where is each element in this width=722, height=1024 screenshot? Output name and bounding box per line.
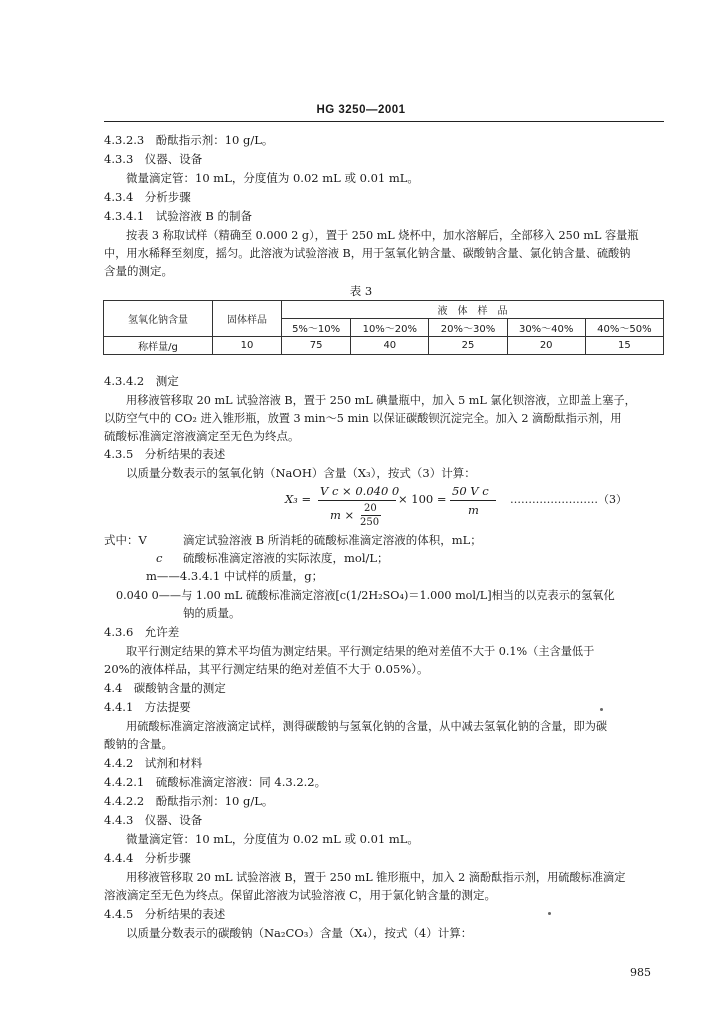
text-line: 含量的测定。	[104, 264, 173, 278]
clause-4-4-2-1: 4.4.2.1 硫酸标准滴定溶液：同 4.3.2.2。	[104, 775, 327, 789]
clause-4-4-4: 4.4.4 分析步骤	[104, 851, 191, 865]
formula-rhs-numerator: 50 V c	[452, 484, 489, 498]
text-line: 20%的液体样品，其平行测定结果的绝对差值不大于 0.05%）。	[104, 662, 429, 676]
header-rule	[104, 121, 664, 122]
clause-4-3-3: 4.3.3 仪器、设备	[104, 152, 203, 166]
where-symbol: 式中：V	[104, 533, 147, 547]
table-header-cell: 5%～10%	[282, 319, 351, 337]
formula-denominator: m ×	[330, 508, 355, 522]
text-line: 酸钠的含量。	[104, 737, 173, 751]
formula-tag: ……………………（3）	[510, 493, 627, 506]
text-line: 按表 3 称取试样（精确至 0.000 2 g），置于 250 mL 烧杯中，加水溶解后，全部移入 250 mL 容量瓶	[126, 229, 639, 242]
table-cell: 75	[282, 337, 351, 355]
formula-denominator-num: 20	[364, 503, 377, 514]
table-row-label: 称样量/g	[104, 337, 213, 355]
table-3	[103, 300, 664, 355]
table-cell: 15	[585, 337, 663, 355]
clause-4-4: 4.4 碳酸钠含量的测定	[104, 681, 226, 695]
clause-4-3-6: 4.3.6 允许差	[104, 625, 180, 639]
scan-speck	[548, 912, 551, 915]
table-header-cell: 固体样品	[213, 301, 282, 337]
table-cell: 25	[429, 337, 507, 355]
clause-4-4-5: 4.4.5 分析结果的表述	[104, 907, 226, 921]
text-line: 用硫酸标准滴定溶液滴定试样，测得碳酸钠与氢氧化钠的含量，从中减去氢氧化钠的含量，即为碳	[126, 720, 608, 733]
table-header-cell: 20%～30%	[429, 319, 507, 337]
formula-rhs-denominator: m	[468, 503, 479, 517]
clause-4-3-4-1: 4.3.4.1 试验溶液 B 的制备	[104, 209, 252, 223]
text-line: 取平行测定结果的算术平均值为测定结果。平行测定结果的绝对差值不大于 0.1%（主含量低于	[126, 645, 595, 658]
clause-4-3-2-3: 4.3.2.3 酚酞指示剂：10 g/L。	[104, 133, 274, 147]
table-caption: 表 3	[349, 284, 373, 298]
where-line: m——4.3.4.1 中试样的质量，g；	[146, 569, 324, 583]
table-header-cell: 10%～20%	[351, 319, 429, 337]
clause-4-4-1: 4.4.1 方法提要	[104, 700, 191, 714]
formula-numerator: V c × 0.040 0	[320, 484, 400, 498]
table-header-cell: 氢氧化钠含量	[104, 301, 213, 337]
text-line: 以质量分数表示的氢氧化钠（NaOH）含量（X₃），按式（3）计算：	[126, 466, 476, 480]
formula-lhs: X₃ =	[285, 492, 312, 506]
formula-denominator-den: 250	[360, 517, 380, 528]
text-line: 微量滴定管：10 mL，分度值为 0.02 mL 或 0.01 mL。	[126, 171, 419, 185]
clause-4-3-5: 4.3.5 分析结果的表述	[104, 447, 226, 461]
table-cell: 20	[507, 337, 585, 355]
formula-times-100: × 100 =	[398, 492, 447, 506]
where-desc: 滴定试验溶液 B 所消耗的硫酸标准滴定溶液的体积，mL；	[183, 533, 482, 547]
standard-header: HG 3250—2001	[316, 104, 406, 116]
text-line: 硫酸标准滴定溶液滴定至无色为终点。	[104, 429, 300, 443]
text-line: 用移液管移取 20 mL 试验溶液 B，置于 250 mL 碘量瓶中，加入 5 mL 氯化钡溶液，立即盖上塞子，	[126, 394, 636, 407]
text-line: 以质量分数表示的碳酸钠（Na₂CO₃）含量（X₄），按式（4）计算：	[126, 926, 473, 940]
where-desc: 硫酸标准滴定溶液的实际浓度，mol/L；	[183, 551, 389, 565]
fraction-bar	[450, 500, 496, 501]
where-line: 钠的质量。	[183, 606, 241, 620]
page-number: 985	[630, 966, 651, 979]
text-line: 用移液管移取 20 mL 试验溶液 B，置于 250 mL 锥形瓶中，加入 2 滴酚酞指示剂，用硫酸标准滴定	[126, 871, 626, 884]
text-line: 以防空气中的 CO₂ 进入锥形瓶，放置 3 min～5 min 以保证碳酸钡沉淀完全。加入 2 滴酚酞指示剂，用	[104, 412, 622, 425]
text-line: 中，用水稀释至刻度，摇匀。此溶液为试验溶液 B，用于氢氧化钠含量、碳酸钠含量、氯化钠含量、硫酸钠	[104, 247, 631, 260]
clause-4-4-3: 4.4.3 仪器、设备	[104, 813, 203, 827]
table-cell: 10	[213, 337, 282, 355]
where-symbol: c	[156, 551, 163, 565]
table-cell: 40	[351, 337, 429, 355]
table-header-cell: 液 体 样 品	[282, 301, 664, 319]
table-header-cell: 40%～50%	[585, 319, 663, 337]
scan-speck	[600, 708, 603, 711]
text-line: 微量滴定管：10 mL，分度值为 0.02 mL 或 0.01 mL。	[126, 832, 419, 846]
clause-4-4-2-2: 4.4.2.2 酚酞指示剂：10 g/L。	[104, 794, 274, 808]
where-line: 0.040 0——与 1.00 mL 硫酸标准滴定溶液[c(1/2H₂SO₄)＝1.000 mol/L]相当的以克表示的氢氧化	[116, 589, 615, 602]
text-line: 溶液滴定至无色为终点。保留此溶液为试验溶液 C，用于氯化钠含量的测定。	[104, 888, 496, 902]
clause-4-3-4-2: 4.3.4.2 测定	[104, 374, 179, 388]
table-header-cell: 30%～40%	[507, 319, 585, 337]
fraction-bar	[318, 500, 396, 501]
clause-4-3-4: 4.3.4 分析步骤	[104, 190, 191, 204]
clause-4-4-2: 4.4.2 试剂和材料	[104, 756, 203, 770]
